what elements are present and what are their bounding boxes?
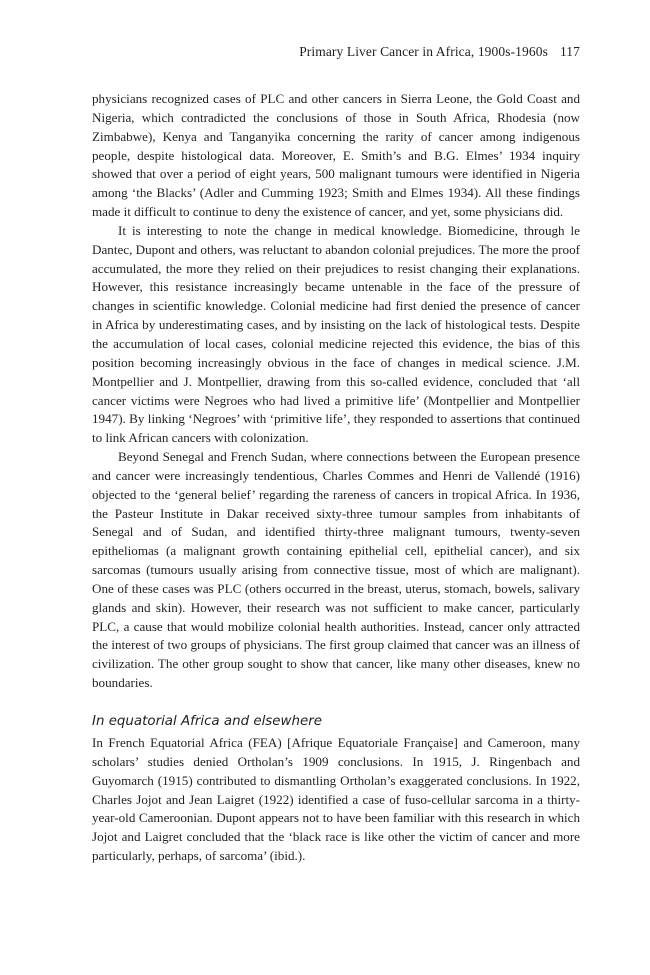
- page-number: 117: [559, 44, 580, 59]
- paragraph: Beyond Senegal and French Sudan, where connections between the European presence and cancer were increasingly tendentious, Charles Commes and Henri de Vallendé (1916) objected to the ‘general belief’ regarding the rareness of cancers in tropical Africa. In 1936, the Pasteur Institute in Dakar received sixty-three tumour samples from inhabitants of Senegal and of Sudan, and identified thirty-three malignant tumours, twenty-seven epitheliomas (a malignant growth containing epithelial cell, epithelial cancer), and six sarcomas (tumours usually arising from connective tissue, most of which are malignant). One of these cases was PLC (others occurred in the breast, uterus, stomach, bowels, salivary glands and skin). However, their research was not sufficient to make cancer, particularly PLC, a cause that would mobilize colonial health authorities. Instead, cancer only attracted the interest of two groups of physicians. The first group claimed that cancer was an illness of civilization. The other group sought to show that cancer, like many other diseases, knew no boundaries.: [92, 449, 580, 691]
- paragraph-continued: physicians recognized cases of PLC and other cancers in Sierra Leone, the Gold Coast and Nigeria, which contradicted the conclusions of those in South Africa, Rhodesia (now Zimbabwe), Kenya and Tanganyika concerning the rarity of cancer among indigenous people, despite histological data. Moreover, E. Smith’s and B.G. Elmes’ 1934 inquiry showed that over a period of eight years, 500 malignant tumours were identified in Nigeria among ‘the Blacks’ (Adler and Cumming 1923; Smith and Elmes 1934). All these findings made it difficult to continue to deny the existence of cancer, and yet, some physicians did.: [92, 91, 580, 220]
- body-text: [92, 90, 580, 866]
- running-head-title: Primary Liver Cancer in Africa, 1900s-1960s: [299, 44, 548, 59]
- section-paragraph: In French Equatorial Africa (FEA) [Afrique Equatoriale Française] and Cameroon, many scholars’ studies denied Ortholan’s 1909 conclusions. In 1915, J. Ringenbach and Guyomarch (1915) contributed to dismantling Ortholan’s exaggerated conclusions. In 1922, Charles Jojot and Jean Laigret (1922) identified a case of fuso-cellular sarcoma in a thirty-year-old Cameroonian. Dupont appears not to have been familiar with this research in which Jojot and Laigret concluded that the ‘black race is like other the victim of cancer and more particularly, perhaps, of sarcoma’ (ibid.).: [92, 735, 580, 864]
- section-heading: In equatorial Africa and elsewhere: [92, 714, 322, 729]
- paragraph: It is interesting to note the change in medical knowledge. Biomedicine, through le Dantec, Dupont and others, was reluctant to abandon colonial prejudices. The more the proof accumulated, the more they relied on their prejudices to resist changing their explanations. However, this resistance increasingly became untenable in the face of the pressure of changes in scientific knowledge. Colonial medicine had first denied the presence of cancer in Africa by underestimating cases, and by insisting on the lack of histological tests. Despite the accumulation of local cases, colonial medicine rejected this evidence, the bias of this position becoming increasingly obvious in the face of changes in medical science. J.M. Montpellier and J. Montpellier, drawing from this so-called evidence, concluded that ‘all cancer victims were Negroes who had lived a primitive life’ (Montpellier and Montpellier 1947). By linking ‘Negroes’ with ‘primitive life’, they responded to assertions that continued to link African cancers with colonization.: [92, 222, 580, 446]
- running-head: [299, 44, 580, 60]
